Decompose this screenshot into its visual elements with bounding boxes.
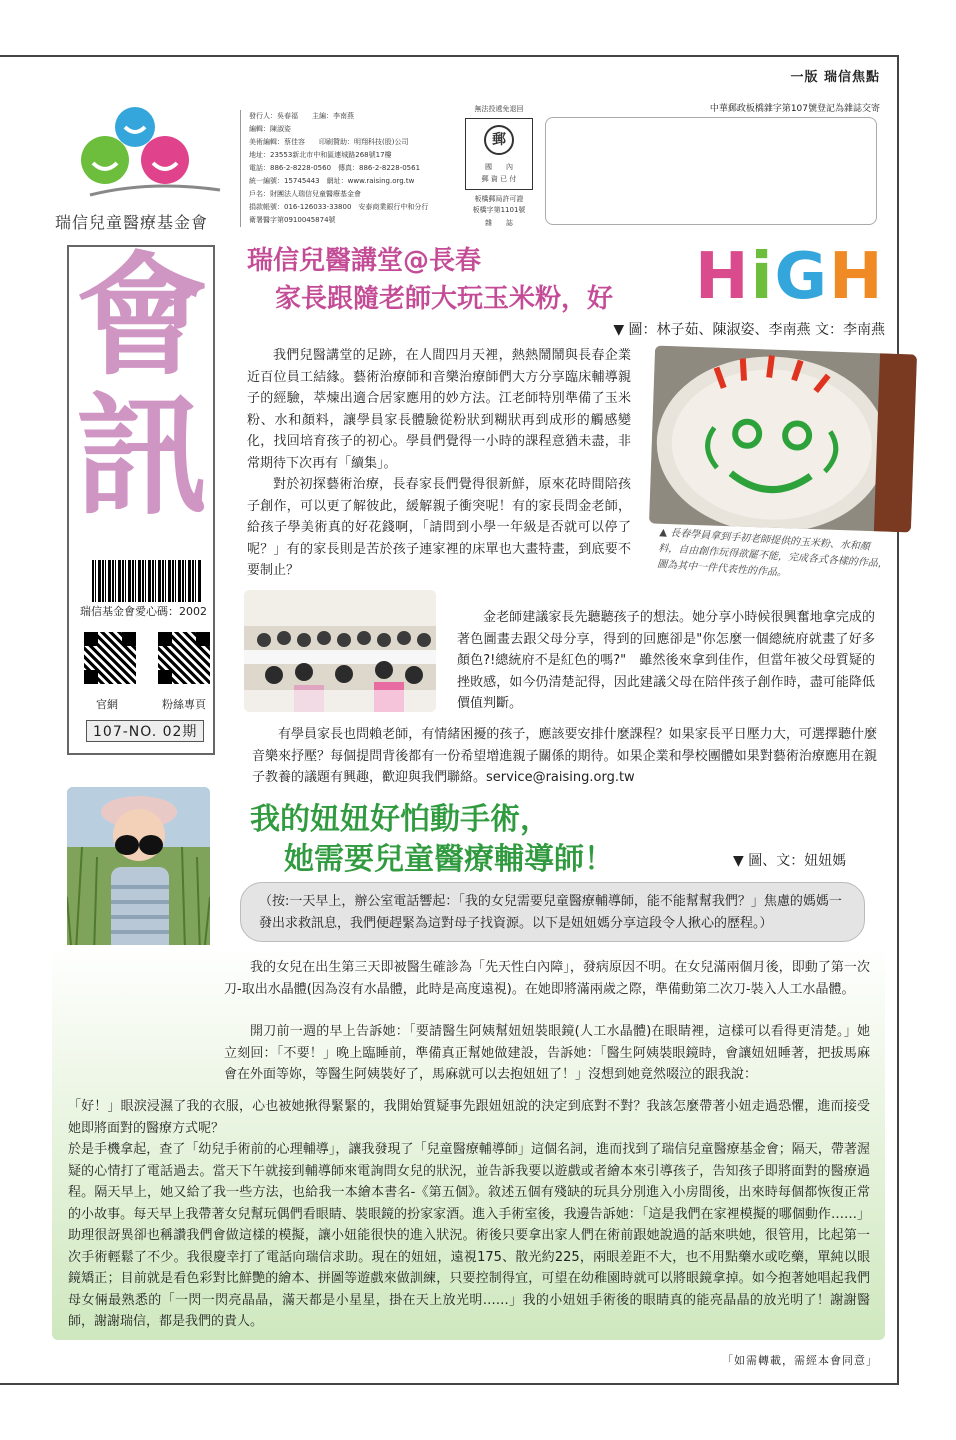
article1-paragraph: 有學員家長也問賴老師，有情緒困擾的孩子，應該要安排什麼課程？如果家長平日壓力大，可選擇聽什麼音樂來抒壓？每個提問背後都有一份希望增進親子關係的期待。如果企業和學校團體如果對藝術治療應用在親子教養的議題有興趣，歡迎與我們聯絡。service@raising.org.tw xyxy=(252,727,877,785)
registration-note: 中華郵政板橋雜字第107號登記為雜誌交寄 xyxy=(709,104,880,114)
article2-title xyxy=(250,800,614,880)
article2-paragraph: 開刀前一週的早上告訴她：「要請醫生阿姨幫妞妞裝眼鏡(人工水晶體)在眼睛裡，這樣可以看得更清楚。」她立刻回：「不要！」晚上臨睡前，準備真正幫她做建設，告訴她：「醫生阿姨裝眼鏡時，會讓妞妞睡著，把拔馬麻會在外面等妳，等醫生阿姨裝好了，馬麻就可以去抱妞妞了！」沒想到她竟然啜泣的跟我說： xyxy=(224,1024,870,1082)
article1-credit: ▼ 圖：林子茹、陳淑姿、李南燕 文：李南燕 xyxy=(613,322,885,338)
cornflour-art-photo xyxy=(649,345,917,532)
masthead-line: 美術編輯：蔡佳容 印刷贊助：明翔科技(股)公司 xyxy=(249,138,409,146)
high-letter: G xyxy=(774,240,830,314)
reprint-note: 「如需轉載，需經本會同意」 xyxy=(722,1354,878,1367)
classroom-photo xyxy=(244,590,436,712)
masthead-line: 電話：886-2-8228-0560 傳真：886-2-8228-0561 xyxy=(249,164,421,172)
editor-note: （按:一天早上，辦公室電話響起：「我的女兒需要兒童醫療輔導師，能不能幫幫我們？」焦慮的媽媽一發出求救訊息，我們便趕緊為這對母子找資源。以下是妞妞媽分享這段令人揪心的歷程。） xyxy=(240,882,865,942)
masthead-line: 編輯：陳淑姿 xyxy=(249,125,291,133)
masthead-line: 統一編號：15745443 網址：www.raising.org.tw xyxy=(249,177,415,185)
masthead-info xyxy=(240,110,454,227)
article1-title-line2: 家長跟隨老師大玩玉米粉，好 xyxy=(275,284,614,314)
love-code: 瑞信基金會愛心碼：2002 xyxy=(80,605,207,618)
website-label: 官網 xyxy=(96,698,118,711)
article1-title xyxy=(247,242,613,318)
article1-paragraph: 我們兒醫講堂的足跡，在人間四月天裡，熱熱鬧鬧與長春企業近百位員工結緣。藝術治療師和音樂治療師們大方分享臨床輔導親子的經驗，萃煉出適合居家應用的妙方法。江老師特別準備了玉米粉、水和顏料，讓學員家長體驗從粉狀到糊狀再到成形的觸感變化，找回培育孩子的初心。學員們覺得一小時的課程意猶未盡，非常期待下次再有「續集」。 xyxy=(247,348,631,471)
masthead-line: 衛署醫字第0910045874號 xyxy=(249,216,336,224)
article2-paragraph: 「好！」眼淚浸濕了我的衣服，心也被她揪得緊緊的，我開始質疑事先跟妞妞說的決定到底對不對？我該怎麼帶著小妞走過恐懼，進而接受她即將面對的醫療方式呢？ xyxy=(68,1099,870,1136)
website-qr-code[interactable] xyxy=(82,630,138,686)
postage-box xyxy=(465,104,533,228)
article2-paragraph: 我的女兒在出生第三天即被醫生確診為「先天性白內障」，發病原因不明。在女兒滿兩個月後，即動了第一次刀-取出水晶體(因為沒有水晶體，此時是高度遠視)。在她即將滿兩歲之際，準備動第二次刀-裝入人工水晶體。 xyxy=(224,960,870,997)
fanpage-label: 粉絲專頁 xyxy=(162,698,206,711)
high-letter: H xyxy=(695,240,751,314)
postage-permit: 板橋郵局許可證 板橋字第1101號 xyxy=(472,195,526,214)
article1-paragraph: 對於初探藝術治療，長春家長們覺得很新鮮，原來花時間陪孩子創作，可以更了解彼此，緩解親子衝突呢！有的家長問金老師，給孩子學美術真的好花錢啊，「請問到小學一年級是否就可以停了呢？」有的家長則是苦於孩子連家裡的床單也大畫特畫，到底要不要制止？ xyxy=(247,477,631,578)
article2-credit: ▼ 圖、文：妞妞媽 xyxy=(733,853,847,869)
masthead-line: 捐款帳號：016-126033-33800 安泰商業銀行中和分行 xyxy=(249,203,429,211)
high-wordart xyxy=(695,240,885,314)
high-letter: H xyxy=(829,240,885,314)
postage-top: 無法投遞免退回 xyxy=(474,105,524,113)
masthead-line: 戶名：財團法人瑞信兒童醫療基金會 xyxy=(249,190,361,198)
postage-stamp-icon: 郵 xyxy=(484,125,514,155)
article1-title-line1: 瑞信兒醫講堂@長春 xyxy=(247,246,482,276)
postage-stamp-box xyxy=(465,118,533,190)
article1-photo-caption: ▲ 長春學員拿到手初老師提供的玉米粉、水和顏料，自由創作玩得欲罷不能，完成各式各樣的作品，圖為其中一件代表性的作品。 xyxy=(656,527,889,579)
article2-title-line1: 我的妞妞好怕動手術， xyxy=(250,802,550,837)
title-char-2: 訊 xyxy=(76,380,208,534)
masthead-line: 地址：23553新北市中和區連城路268號17樓 xyxy=(249,151,392,159)
article2-title-line2: 她需要兒童醫療輔導師！ xyxy=(284,842,614,877)
fanpage-qr-code[interactable] xyxy=(156,630,212,686)
barcode xyxy=(92,560,202,602)
masthead-line: 發行人：吳春福 主編：李南燕 xyxy=(249,112,354,120)
postage-inner: 國 內 郵 資 已 付 xyxy=(481,163,517,183)
article1-paragraph: 金老師建議家長先聽聽孩子的想法。她分享小時候很興奮地拿完成的著色圖畫去跟父母分享，得到的回應卻是"你怎麼一個總統府就畫了好多顏色?!總統府不是紅色的嗎?" 雖然後來拿到佳作，但當年被父母質疑的挫敗感，如今仍清楚記得，因此建議父母在陪伴孩子創作時，盡可能降低價值判斷。 xyxy=(457,610,875,711)
title-char-1: 會 xyxy=(76,240,208,394)
org-name: 瑞信兒童醫療基金會 xyxy=(55,213,209,232)
postage-type: 雜 誌 xyxy=(485,219,513,227)
issue-number: 107-NO. 02期 xyxy=(86,720,204,742)
high-letter: i xyxy=(750,240,775,314)
article2-paragraph: 於是手機拿起，查了「幼兒手術前的心理輔導」，讓我發現了「兒童醫療輔導師」這個名詞，進而找到了瑞信兒童醫療基金會；隔天，帶著渥疑的心情打了電話過去。當天下午就接到輔導師來電詢問女兒的狀況，並告訴我要以遊戲或者繪本來引導孩子，告知孩子即將面對的醫療過程。隔天早上，她又給了我一些方法，也給我一本繪本書名-《第五個》。敘述五個有殘缺的玩具分別進入小房間後，出來時每個都恢復正常的小故事。每天早上我帶著女兒幫玩偶們看眼睛、裝眼鏡的扮家家酒。進入手術室後，我邊告訴她：「這是我們在家裡模擬的哪個動作……」助理很訝異卻也稱讚我們會做這樣的模擬，讓小妞能很快的進入狀況。術後只要拿出家人們在術前跟她說過的話來哄她，很管用，比起第一次手術輕鬆了不少。我很慶幸打了電話向瑞信求助。現在的妞妞，遠視175、散光約225，兩眼差距不大，也不用點藥水或吃藥，單純以眼鏡矯正；目前就是看色彩對比鮮艷的繪本、拼圖等遊戲來做訓練，只要控制得宜，可望在幼稚園時就可以將眼鏡拿掉。如今抱著她唱起我們母女倆最熟悉的「一閃一閃亮晶晶，滿天都是小星星，掛在天上放光明……」我的小妞妞手術後的眼睛真的能亮晶晶的放光明了！謝謝醫師，謝謝瑞信，都是我們的貴人。 xyxy=(68,1142,870,1329)
address-box xyxy=(545,117,877,225)
section-header: 一版 瑞信焦點 xyxy=(790,70,880,85)
